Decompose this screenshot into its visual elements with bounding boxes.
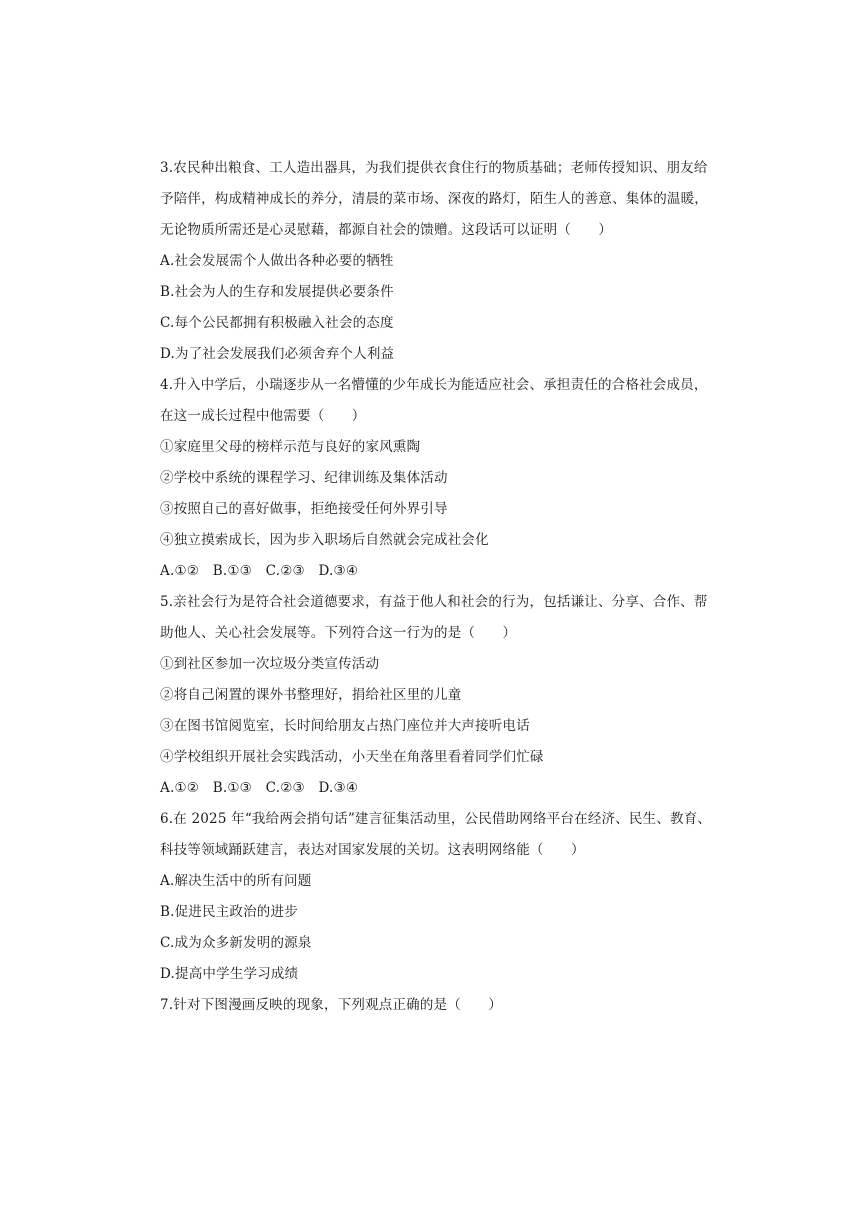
q3-option-d: D.为了社会发展我们必须舍弃个人利益	[160, 346, 395, 362]
q5-stem-line-1: 5.亲社会行为是符合社会道德要求，有益于他人和社会的行为，包括谦让、分享、合作、帮	[160, 594, 708, 610]
q4-stem-line-1: 4.升入中学后，小瑞逐步从一名懵懂的少年成长为能适应社会、承担责任的合格社会成员，	[160, 377, 708, 393]
q3-option-a: A.社会发展需个人做出各种必要的牺牲	[160, 253, 394, 269]
q5-statement-1: ①到社区参加一次垃圾分类宣传活动	[160, 656, 380, 672]
q4-statement-4: ④独立摸索成长，因为步入职场后自然就会完成社会化	[160, 532, 489, 548]
q3-stem-line-2: 予陪伴，构成精神成长的养分，清晨的菜市场、深夜的路灯，陌生人的善意、集体的温暖，	[160, 191, 708, 207]
q3-stem-line-1: 3.农民种出粮食、工人造出器具，为我们提供衣食住行的物质基础；老师传授知识、朋友给	[160, 160, 708, 176]
q4-statement-1: ①家庭里父母的榜样示范与良好的家风熏陶	[160, 439, 421, 455]
question-text-block	[160, 153, 720, 1021]
q3-option-c: C.每个公民都拥有积极融入社会的态度	[160, 315, 394, 331]
q6-stem-line-1: 6.在 2025 年“我给两会捎句话”建言征集活动里，公民借助网络平台在经济、民生、教育、	[160, 811, 712, 827]
q5-statement-2: ②将自己闲置的课外书整理好，捐给社区里的儿童	[160, 687, 462, 703]
q6-option-c: C.成为众多新发明的源泉	[160, 935, 312, 951]
q5-statement-4: ④学校组织开展社会实践活动，小天坐在角落里看着同学们忙碌	[160, 749, 544, 765]
q4-statement-2: ②学校中系统的课程学习、纪律训练及集体活动	[160, 470, 448, 486]
q3-stem-line-3: 无论物质所需还是心灵慰藉，都源自社会的馈赠。这段话可以证明（ ）	[160, 222, 613, 238]
q4-stem-line-2: 在这一成长过程中他需要（ ）	[160, 408, 366, 424]
q6-option-b: B.促进民主政治的进步	[160, 904, 298, 920]
q6-option-a: A.解决生活中的所有问题	[160, 873, 312, 889]
q6-stem-line-2: 科技等领域踊跃建言，表达对国家发展的关切。这表明网络能（ ）	[160, 842, 585, 858]
q5-stem-line-2: 助他人、关心社会发展等。下列符合这一行为的是（ ）	[160, 625, 517, 641]
q5-options: A.①② B.①③ C.②③ D.③④	[160, 780, 359, 796]
q4-statement-3: ③按照自己的喜好做事，拒绝接受任何外界引导	[160, 501, 448, 517]
q3-option-b: B.社会为人的生存和发展提供必要条件	[160, 284, 394, 300]
q5-statement-3: ③在图书馆阅览室，长时间给朋友占热门座位并大声接听电话	[160, 718, 530, 734]
q4-options: A.①② B.①③ C.②③ D.③④	[160, 563, 359, 579]
q6-option-d: D.提高中学生学习成绩	[160, 966, 299, 982]
q7-stem-line-1: 7.针对下图漫画反映的现象，下列观点正确的是（ ）	[160, 997, 503, 1013]
